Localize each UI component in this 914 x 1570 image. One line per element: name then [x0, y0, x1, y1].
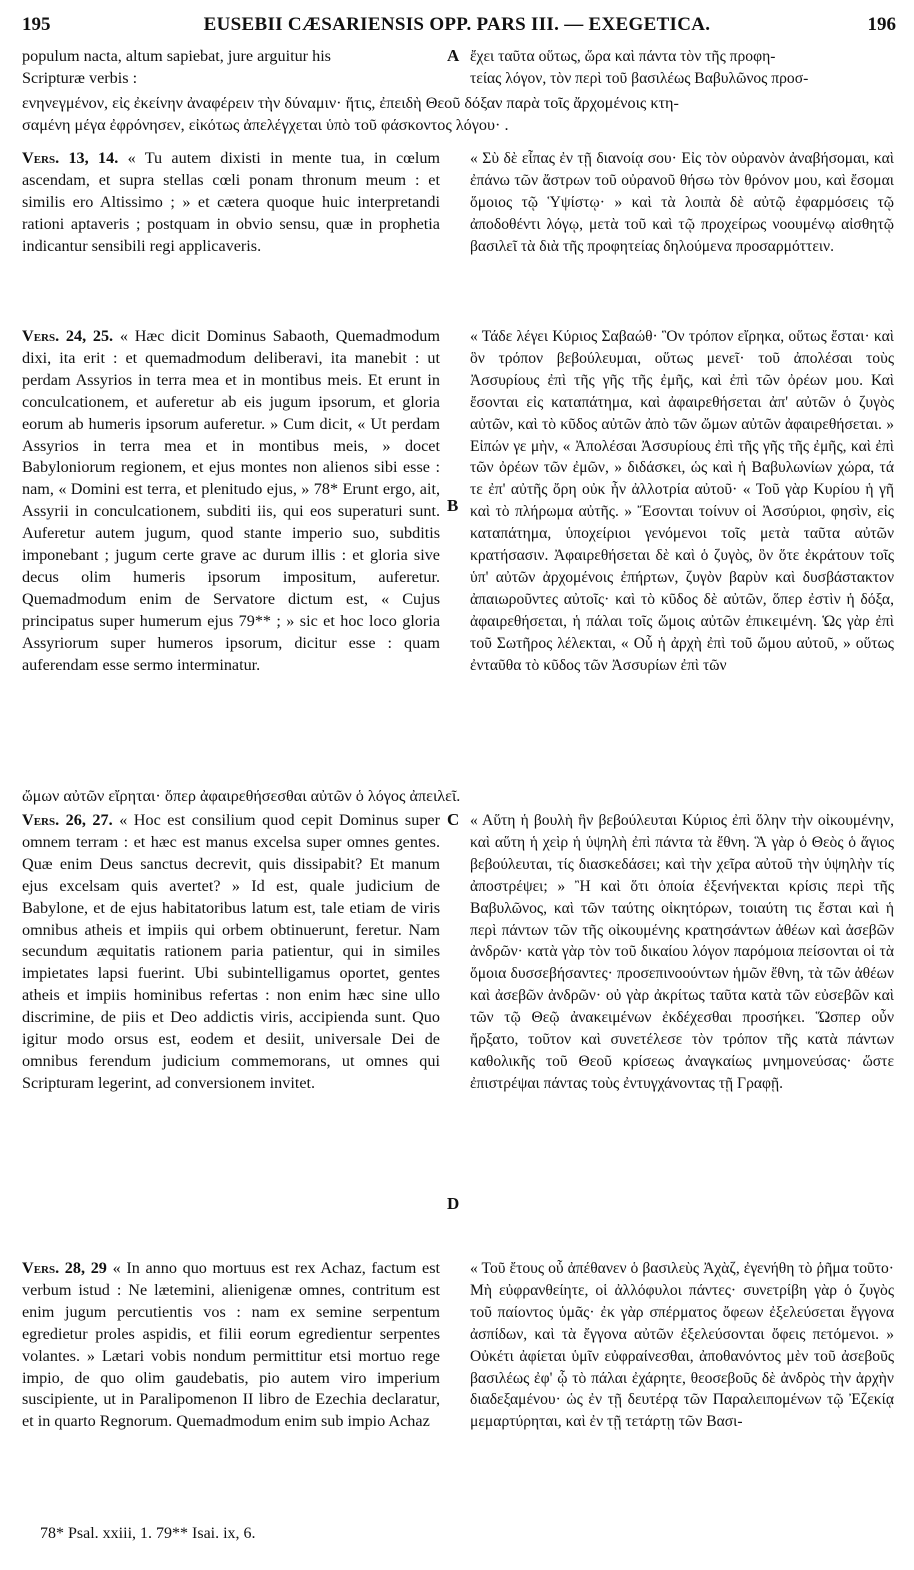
latin-text: « Hæc dicit Dominus Sabaoth, Quemadmodum dixi, ita erit : et quemadmodum deliberavi, ita manebit : ut perdam Assyrios in terra mea et in montibus meis. Et erunt in conculcationem, et auferetur ab eis jugum ipsorum, et gloria eorum ab humeris ipsorum auferetur. » Cum dicit, « Ut perdam Assyrios in terra mea et in montibus meis, » docet Babyloniorum regionem, et ejus montes non alienos sibi esse : nam, « Domini est terra, et plenitudo ejus, » 78* Erunt ergo, ait, Assyrii in conculcationem, subditi iis, qui eos superaturi sunt. Auferetur autem jugum, quod stante imperio suo, subditis imponebant ; jugum certe grave ac durum illis : et gloria sive decus olim humeris ipsorum impositum, auferetur. Quemadmodum enim de Servatore dictum est, « Cujus principatus super humerum ejus 79** ; » sic et hoc loco gloria Assyriorum super humeros ipsorum, dicitur esse : quam auferendam esse sermo interminatur. [22, 327, 440, 674]
greek-text: « Τάδε λέγει Κύριος Σαβαώθ· Ὃν τρόπον εἴρηκα, οὕτως ἔσται· καὶ ὃν τρόπον βεβούλευμαι, οὕτως μενεῖ· τοῦ ἀπολέσαι τοὺς Ἀσσυρίους ἐπὶ τῆς γῆς τῆς ἐμῆς, καὶ ἐπὶ τῶν ὀρέων μου. Καὶ ἔσονται εἰς καταπάτημα, καὶ ἀφαιρεθήσεται ἀπ' αὐτῶν ὁ ζυγὸς αὐτῶν, καὶ τὸ κῦδος αὐτῶν ἀπὸ τῶν ὤμων αὐτῶν ἀφαιρεθήσεται. » Εἰπών γε μὴν, « Ἀπολέσαι Ἀσσυρίους ἐπὶ τῆς γῆς τῆς ἐμῆς, καὶ ἐπὶ τῶν ὀρέων τῶν ἐμῶν, » διδάσκει, ὡς καὶ ἡ Βαβυλωνίων χώρα, τά τε ἐπ' αὐτῆς ὄρη οὐκ ἦν ἀλλοτρία αὐτοῦ· « Τοῦ γὰρ Κυρίου ἡ γῆ καὶ τὸ πλήρωμα αὐτῆς. » Ἔσονται τοίνυν οἱ Ἀσσύριοι, φησὶν, εἰς καταπάτημα, ὑποχείριοι γενόμενοι τοῖς μετὰ ταῦτα αὐτῶν κρατήσασιν. Ἀφαιρεθήσεται δὲ καὶ ὁ ζυγὸς, ὃν ὅτε ἐκράτουν τοῖς ὑπ' αὐτῶν ἀρχομένοις ἐπήρτων, ζυγὸν βαρὺν καὶ δυσβάστακτον ἀπαιωροῦντες αὐτοῖς· καὶ τὸ κῦδος δὲ αὐτῶν, ὅπερ ἐστὶν ἡ δόξα, ἀφαιρεθήσεται, ἡ πάλαι τοῖς ὤμοις αὐτῶν ἐπικειμένη. Ὡς γὰρ ἐπὶ τοῦ Σωτῆρος λέλεκται, « Οὗ ἡ ἀρχὴ ἐπὶ τοῦ ὤμου αὐτοῦ, » οὕτως ἐνταῦθα τὸ κῦδος τῶν Ἀσσυρίων ἐπὶ τῶν [470, 328, 894, 674]
full-width-top [22, 92, 894, 136]
margin-marker-a: A [447, 46, 460, 65]
running-header [0, 12, 914, 38]
margin-marker-b: B [447, 496, 459, 515]
full-top-line-1: ενηνεγμένον, εἰς ἐκείνην ἀναφέρειν τὴν δύναμιν· ἥτις, ἐπειδὴ Θεοῦ δόξαν παρὰ τοῖς ἄρχομένοις κτη- [22, 94, 679, 112]
page-number-right: 196 [867, 14, 896, 35]
verse-ref: Vers. 13, 14. [22, 149, 119, 167]
latin-top-line-2: Scripturæ verbis : [22, 68, 138, 87]
greek-vers-28-29 [470, 1258, 894, 1433]
greek-vers-24-25 [470, 326, 894, 677]
margin-marker-c: C [447, 810, 460, 829]
latin-text: « Tu autem dixisti in mente tua, in cœlum ascendam, et supra stellas cœli ponam thronum meum : et similis ero Altissimo ; » et cætera quoque huic interpretandi rationi aptaveris ; postquam in obvio sensu, quæ in prophetia indicantur sensibili regi applicaveris. [22, 149, 441, 255]
latin-top-line-1: populum nacta, altum sapiebat, jure arguitur his [22, 47, 331, 65]
greek-top-line-2: τείας λόγον, τὸν περὶ τοῦ βασιλέως Βαβυλῶνος προσ- [470, 69, 809, 87]
greek-text: « Τοῦ ἔτους οὗ ἀπέθανεν ὁ βασιλεὺς Ἀχὰζ, ἐγενήθη τὸ ῥῆμα τοῦτο· Μὴ εὐφρανθείητε, οἱ ἀλλόφυλοι πάντες· συνετρίβη γὰρ ὁ ζυγὸς τοῦ παίοντος ὑμᾶς· ἐκ γὰρ σπέρματος ὄφεων ἐξελεύσεται ἔγγονα ἀσπίδων, καὶ τὰ ἔγγονα αὐτῶν ἐξελεύσονται ὄφεις πετόμενοι. » Οὐκέτι ἀφίεται ὑμῖν εὐφραίνεσθαι, ἀποθανόντος μὲν τοῦ ἀσεβοῦς βασιλέως ἐφ' ᾧ τὸ πάλαι ἐχάρητε, θεοσεβοῦς δὲ ἀνδρὸς τὴν ἀρχὴν διαδεξαμένου· ὡς ἐν τῇ δευτέρᾳ τῶν Παραλειπομένων τῷ Ἐζεκίᾳ μεμαρτύρηται, καὶ ἐν τῇ τετάρτῃ τῶν Βασι- [470, 1260, 894, 1431]
greek-vers-26-27 [470, 810, 894, 1095]
verse-ref: Vers. 26, 27. [22, 811, 113, 829]
page-number-left: 195 [22, 14, 51, 35]
footnote: 78* Psal. xxiii, 1. 79** Isai. ix, 6. [40, 1525, 256, 1542]
latin-vers-26-27 [22, 810, 440, 1095]
greek-text: « Αὕτη ἡ βουλὴ ἣν βεβούλευται Κύριος ἐπὶ ὅλην τὴν οἰκουμένην, καὶ αὕτη ἡ χεὶρ ἡ ὑψηλὴ ἐπὶ πάντα τὰ ἔθνη. Ἃ γὰρ ὁ Θεὸς ὁ ἅγιος βεβούλευται, τίς διασκεδάσει; καὶ τὴν χεῖρα αὐτοῦ τὴν ὑψηλὴν τίς ἀποστρέψει; » Ἢ καὶ ὅτι ὁποία ἐξενήνεκται κρίσις περὶ τῆς Βαβυλῶνος, καὶ τῶν ταύτης οἰκητόρων, τοιαύτη τις ἔσται καὶ ἡ περὶ πάντων τῶν τῆς οἰκουμένης κρατησάντων ἀθέων καὶ ἀσεβῶν ἀνδρῶν· κατὰ γὰρ τὸν τοῦ δικαίου λόγον παρόμοια πείσονται οἱ τὰ ὅμοια δυσσεβήσαντες· προσεπινοούντων ἡμῶν ἔθνη, τὰ τῶν ἀθέων καὶ ἀσεβῶν ἀνδρῶν· οὐ γὰρ ἀκρίτως ταῦτα κατὰ τῶν εὐσεβῶν καὶ τῶν τῷ Θεῷ ἀνακειμένων ἐκδέχεσθαι προσήκει. Ὥσπερ οὖν ἤρξατο, τοῦτον καὶ συνετέλεσε τὸν τρόπον τῆς κατὰ πάντων καθολικῆς τοῦ Θεοῦ κρίσεως ἀναγκαίως μνημονεύσας· ὥστε ἐπιστρέψαι πάντας τοὺς ἐντυγχάνοντας τῇ Γραφῇ. [470, 812, 894, 1092]
verse-ref: Vers. 24, 25. [22, 327, 114, 345]
latin-vers-24-25 [22, 326, 440, 677]
greek-top [470, 46, 894, 90]
greek-text: « Σὺ δὲ εἶπας ἐν τῇ διανοίᾳ σου· Εἰς τὸν οὐρανὸν ἀναβήσομαι, καὶ ἐπάνω τῶν ἄστρων τοῦ οὐρανοῦ θήσω τὸν θρόνον μου, καὶ ἔσομαι ὅμοιος τῷ Ὑψίστῳ· » καὶ τὰ λοιπὰ δὲ αὐτῷ ἐφαρμόσεις τῷ ἀποδοθέντι λόγῳ, μετὰ τοῦ καὶ τῷ προχείρως νοουμένῳ αἰσθητῷ βασιλεῖ τὰ διὰ τῆς προφητείας δηλούμενα προσαρμόττειν. [470, 150, 894, 255]
latin-vers-13-14 [22, 148, 440, 258]
full-top-line-2: σαμένη μέγα ἐφρόνησεν, εἰκότως ἀπελέγχεται ὑπὸ τοῦ φάσκοντος λόγου· . [22, 116, 509, 134]
margin-marker-d: D [447, 1194, 460, 1213]
latin-text: « In anno quo mortuus est rex Achaz, factum est verbum istud : Ne lætemini, alienigenæ omnes, contritum est enim jugum percutientis vos : nam ex semine serpentum egredietur proles aspidis, et filii eorum egredientur serpentes volantes. » Lætari vobis nondum permittitur etsi mortuo rege impio, de quo olim gaudebatis, pio autem viro imperium suscipiente, ut in Paralipomenon II libro de Ezechia declaratur, et in quarto Regnorum. Quemadmodum enim sub impio Achaz [22, 1259, 441, 1431]
greek-vers-13-14 [470, 148, 894, 258]
latin-text: « Hoc est consilium quod cepit Dominus super omnem terram : et hæc est manus excelsa super omnes gentes. Quæ enim Deus sanctus decrevit, quis dissipabit? Et manum ejus excelsam quis avertet? » Id est, quale judicium de Babylone, et de ejus habitatoribus latum est, tale etiam de viris omnibus atheis et impiis qui orbem obtinuerunt, feretur. Nam secundum æquitatis rationem paria patientur, qui in similes impietates lapsi fuerint. Ubi subintelligamus oportet, gentes atheis et impiis hominibus refertas : non enim hæc sine ullo discrimine, de piis et Deo addictis viris, accipienda sunt. Quo igitur modo orsus est, eodem et desiit, universale Dei de omnibus ferendum judicium commemorans, ut omnes qui Scripturam legerint, ad conversionem invitet. [22, 811, 440, 1092]
running-title: EUSEBII CÆSARIENSIS OPP. PARS III. — EXEGETICA. [203, 14, 711, 35]
verse-ref: Vers. 28, 29 [22, 1259, 107, 1277]
greek-top-line-1: ἔχει ταῦτα οὕτως, ὥρα καὶ πάντα τὸν τῆς προφη- [470, 48, 776, 65]
full-width-line-2: ὤμων αὐτῶν εἴρηται· ὅπερ ἀφαιρεθήσεσθαι αὐτῶν ὁ λόγος ἀπειλεῖ. [22, 787, 461, 805]
latin-vers-28-29 [22, 1258, 440, 1433]
latin-top [22, 46, 440, 90]
